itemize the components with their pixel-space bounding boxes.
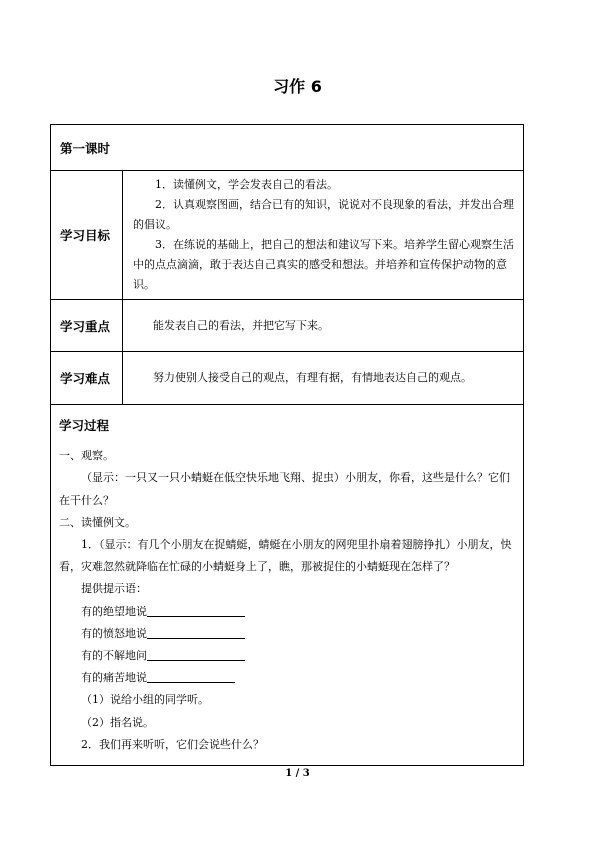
goal-item: 3．在练说的基础上，把自己的想法和建议写下来。培养学生留心观察生活中的点点滴滴，敢于表达自己真实的感受和想法。并培养和宣传保护动物的意识。	[133, 238, 514, 291]
page-title: 习作 6	[273, 77, 322, 96]
difficulties-label: 学习难点	[51, 352, 123, 405]
prompt-text: 有的不解地问	[81, 649, 147, 663]
lesson-row	[51, 125, 524, 171]
key-points-label: 学习重点	[51, 300, 123, 352]
answer-blank	[147, 669, 235, 683]
goal-item: 1．读懂例文，学会发表自己的看法。	[155, 178, 338, 191]
prompt-line	[59, 667, 515, 689]
prompt-line	[59, 623, 515, 645]
prompt-line	[59, 601, 515, 623]
step1-heading: 一、观察。	[59, 449, 114, 463]
prompt-text: 有的愤怒地说	[81, 626, 147, 640]
prompt-text: 有的痛苦地说	[81, 671, 147, 685]
step1-text: （显示：一只又一只小蜻蜓在低空快乐地飞翔、捉虫）小朋友，你看，这些是什么？它们在干什么？	[59, 471, 510, 507]
difficulties-row	[51, 352, 524, 405]
goal-item: 2．认真观察图画，结合已有的知识，说说对不良现象的看法，并发出合理的倡议。	[133, 198, 514, 231]
prompt-line	[59, 645, 515, 667]
goals-content	[123, 171, 524, 300]
page-number: 1 / 3	[285, 768, 310, 779]
sub-step: （1）说给小组的同学听。	[81, 693, 209, 707]
process-label: 学习过程	[59, 418, 110, 433]
process-row	[51, 405, 524, 766]
step2-item1: 1．（显示：有几个小朋友在捉蜻蜓，蜻蜓在小朋友的网兜里扑扇着翅膀挣扎）小朋友，快看，灾难忽然就降临在忙碌的小蜻蜓身上了，瞧，那被捉住的小蜻蜓现在怎样了？	[59, 538, 512, 574]
key-points-row	[51, 300, 524, 352]
answer-blank	[147, 647, 245, 661]
step2-item2: 2．我们再来听听，它们会说些什么？	[81, 737, 264, 751]
goals-label: 学习目标	[51, 171, 123, 300]
difficulties-text: 努力使别人接受自己的观点，有理有据，有情地表达自己的观点。	[123, 352, 524, 405]
goals-row	[51, 171, 524, 300]
sub-step: （2）指名说。	[81, 715, 154, 729]
answer-blank	[147, 603, 245, 617]
prompt-text: 有的绝望地说	[81, 604, 147, 618]
prompt-intro: 提供提示语：	[81, 582, 147, 596]
answer-blank	[147, 625, 245, 639]
step2-heading: 二、读懂例文。	[59, 515, 136, 529]
key-points-text: 能发表自己的看法，并把它写下来。	[123, 300, 524, 352]
process-content	[51, 405, 524, 766]
lesson-plan-table	[50, 124, 524, 766]
lesson-title: 第一课时	[51, 125, 524, 171]
